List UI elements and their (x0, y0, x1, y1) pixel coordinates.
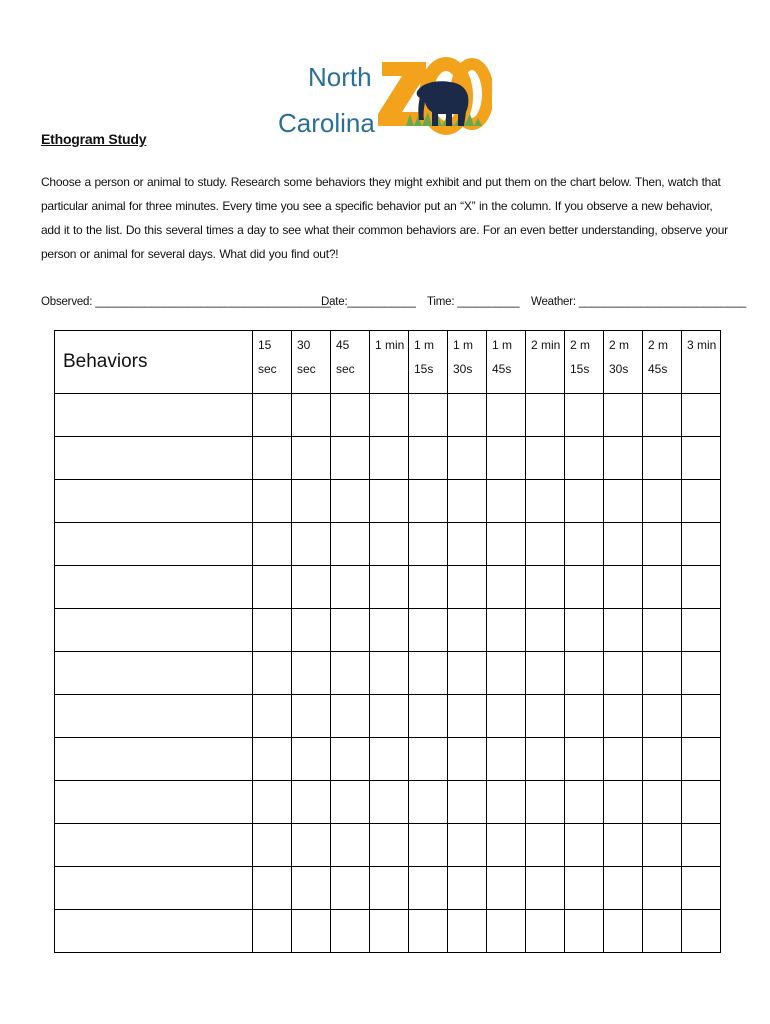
table-header-row (55, 331, 721, 394)
tally-cell[interactable] (643, 695, 682, 738)
tally-cell[interactable] (643, 523, 682, 566)
tally-cell[interactable] (292, 394, 331, 437)
tally-cell[interactable] (292, 781, 331, 824)
tally-cell[interactable] (604, 652, 643, 695)
table-row (55, 394, 721, 437)
tally-cell[interactable] (565, 824, 604, 867)
tally-cell[interactable] (682, 480, 721, 523)
tally-cell[interactable] (487, 738, 526, 781)
behaviors-header: Behaviors (55, 331, 253, 394)
time-column-header (253, 331, 292, 394)
tally-cell[interactable] (487, 867, 526, 910)
tally-cell[interactable] (487, 566, 526, 609)
time-column-line1: 2 m (609, 338, 630, 352)
tally-cell[interactable] (253, 910, 292, 953)
tally-cell[interactable] (370, 523, 409, 566)
tally-cell[interactable] (370, 824, 409, 867)
tally-cell[interactable] (526, 523, 565, 566)
tally-cell[interactable] (370, 652, 409, 695)
tally-cell[interactable] (331, 609, 370, 652)
tally-cell[interactable] (565, 523, 604, 566)
tally-cell[interactable] (448, 523, 487, 566)
table-row (55, 867, 721, 910)
time-column-line1: 3 min (687, 338, 717, 352)
time-column-header (370, 331, 409, 394)
weather-field[interactable]: Weather: ___________________________ (531, 296, 747, 308)
tally-cell[interactable] (682, 695, 721, 738)
behavior-cell[interactable] (55, 738, 253, 781)
tally-cell[interactable] (253, 394, 292, 437)
ethogram-table (54, 330, 721, 953)
tally-cell[interactable] (682, 824, 721, 867)
tally-cell[interactable] (526, 609, 565, 652)
logo-north-text: North (308, 62, 372, 92)
tally-cell[interactable] (292, 480, 331, 523)
tally-cell[interactable] (292, 437, 331, 480)
time-column-line2: 45s (492, 362, 512, 376)
time-column-line2: 45s (648, 362, 668, 376)
tally-cell[interactable] (409, 652, 448, 695)
tally-cell[interactable] (253, 652, 292, 695)
time-column-line1: 2 m (648, 338, 669, 352)
behavior-cell[interactable] (55, 394, 253, 437)
tally-cell[interactable] (370, 609, 409, 652)
page-title: Ethogram Study (41, 131, 147, 147)
date-field[interactable]: Date:___________ (321, 296, 416, 308)
behavior-cell[interactable] (55, 566, 253, 609)
time-column-header (292, 331, 331, 394)
tally-cell[interactable] (604, 781, 643, 824)
tally-cell[interactable] (565, 867, 604, 910)
tally-cell[interactable] (604, 824, 643, 867)
tally-cell[interactable] (448, 480, 487, 523)
tally-cell[interactable] (448, 394, 487, 437)
time-column-header (604, 331, 643, 394)
tally-cell[interactable] (526, 824, 565, 867)
tally-cell[interactable] (682, 523, 721, 566)
tally-cell[interactable] (448, 695, 487, 738)
behavior-cell[interactable] (55, 910, 253, 953)
table-row (55, 480, 721, 523)
observation-fields (0, 296, 770, 314)
behavior-cell[interactable] (55, 523, 253, 566)
tally-cell[interactable] (370, 480, 409, 523)
tally-cell[interactable] (487, 437, 526, 480)
tally-cell[interactable] (448, 609, 487, 652)
tally-cell[interactable] (643, 824, 682, 867)
tally-cell[interactable] (682, 652, 721, 695)
tally-cell[interactable] (409, 523, 448, 566)
tally-cell[interactable] (487, 781, 526, 824)
tally-cell[interactable] (604, 480, 643, 523)
tally-cell[interactable] (370, 437, 409, 480)
tally-cell[interactable] (604, 910, 643, 953)
logo-carolina-text: Carolina (278, 108, 375, 138)
tally-cell[interactable] (370, 738, 409, 781)
tally-cell[interactable] (682, 781, 721, 824)
tally-cell[interactable] (565, 910, 604, 953)
time-column-line1: 1 m (414, 338, 435, 352)
tally-cell[interactable] (643, 437, 682, 480)
tally-cell[interactable] (487, 609, 526, 652)
tally-cell[interactable] (253, 437, 292, 480)
tally-cell[interactable] (604, 695, 643, 738)
tally-cell[interactable] (604, 867, 643, 910)
tally-cell[interactable] (565, 566, 604, 609)
tally-cell[interactable] (253, 867, 292, 910)
tally-cell[interactable] (331, 480, 370, 523)
tally-cell[interactable] (526, 394, 565, 437)
tally-cell[interactable] (370, 566, 409, 609)
tally-cell[interactable] (331, 781, 370, 824)
table-row (55, 437, 721, 480)
tally-cell[interactable] (292, 695, 331, 738)
observed-field[interactable]: Observed: ______________________________________ (41, 296, 331, 308)
tally-cell[interactable] (370, 867, 409, 910)
behavior-cell[interactable] (55, 867, 253, 910)
time-column-line1: 1 m (453, 338, 474, 352)
tally-cell[interactable] (448, 437, 487, 480)
tally-cell[interactable] (487, 394, 526, 437)
table-row (55, 781, 721, 824)
tally-cell[interactable] (253, 609, 292, 652)
tally-cell[interactable] (487, 910, 526, 953)
zoo-logo-graphic (278, 56, 492, 140)
table-row (55, 824, 721, 867)
time-column-header (682, 331, 721, 394)
tally-cell[interactable] (565, 480, 604, 523)
tally-cell[interactable] (682, 867, 721, 910)
time-column-header (448, 331, 487, 394)
tally-cell[interactable] (682, 566, 721, 609)
tally-cell[interactable] (643, 652, 682, 695)
tally-cell[interactable] (682, 394, 721, 437)
tally-cell[interactable] (253, 523, 292, 566)
tally-cell[interactable] (604, 523, 643, 566)
tally-cell[interactable] (331, 394, 370, 437)
behavior-cell[interactable] (55, 695, 253, 738)
tally-cell[interactable] (565, 437, 604, 480)
tally-cell[interactable] (331, 523, 370, 566)
table-body (55, 394, 721, 953)
tally-cell[interactable] (370, 910, 409, 953)
tally-cell[interactable] (331, 437, 370, 480)
tally-cell[interactable] (682, 609, 721, 652)
time-column-line2: sec (297, 362, 316, 376)
tally-cell[interactable] (253, 824, 292, 867)
tally-cell[interactable] (409, 480, 448, 523)
tally-cell[interactable] (253, 738, 292, 781)
tally-cell[interactable] (292, 867, 331, 910)
tally-cell[interactable] (526, 867, 565, 910)
table-row (55, 609, 721, 652)
time-column-line2: sec (258, 362, 277, 376)
tally-cell[interactable] (643, 867, 682, 910)
tally-cell[interactable] (448, 738, 487, 781)
time-column-line2: sec (336, 362, 355, 376)
time-column-line2: 15s (570, 362, 590, 376)
tally-cell[interactable] (409, 437, 448, 480)
tally-cell[interactable] (682, 910, 721, 953)
tally-cell[interactable] (526, 652, 565, 695)
tally-cell[interactable] (409, 910, 448, 953)
tally-cell[interactable] (643, 781, 682, 824)
tally-cell[interactable] (292, 523, 331, 566)
tally-cell[interactable] (526, 480, 565, 523)
tally-cell[interactable] (331, 910, 370, 953)
tally-cell[interactable] (526, 781, 565, 824)
time-column-line2: 30s (609, 362, 629, 376)
tally-cell[interactable] (448, 867, 487, 910)
time-column-line1: 15 (258, 338, 272, 352)
tally-cell[interactable] (370, 394, 409, 437)
tally-cell[interactable] (331, 695, 370, 738)
behavior-cell[interactable] (55, 824, 253, 867)
tally-cell[interactable] (370, 781, 409, 824)
tally-cell[interactable] (292, 910, 331, 953)
tally-cell[interactable] (448, 781, 487, 824)
tally-cell[interactable] (526, 738, 565, 781)
time-column-line1: 1 min (375, 338, 405, 352)
tally-cell[interactable] (682, 437, 721, 480)
time-column-line1: 2 min (531, 338, 561, 352)
behavior-cell[interactable] (55, 609, 253, 652)
tally-cell[interactable] (526, 566, 565, 609)
tally-cell[interactable] (682, 738, 721, 781)
tally-cell[interactable] (643, 394, 682, 437)
tally-cell[interactable] (604, 394, 643, 437)
tally-cell[interactable] (409, 824, 448, 867)
behavior-cell[interactable] (55, 652, 253, 695)
tally-cell[interactable] (604, 437, 643, 480)
north-carolina-zoo-logo (278, 56, 492, 140)
tally-cell[interactable] (331, 652, 370, 695)
time-column-line1: 2 m (570, 338, 591, 352)
tally-cell[interactable] (565, 652, 604, 695)
tally-cell[interactable] (526, 695, 565, 738)
tally-cell[interactable] (487, 523, 526, 566)
tally-cell[interactable] (292, 652, 331, 695)
tally-cell[interactable] (565, 695, 604, 738)
tally-cell[interactable] (292, 566, 331, 609)
tally-cell[interactable] (253, 480, 292, 523)
tally-cell[interactable] (448, 566, 487, 609)
tally-cell[interactable] (448, 910, 487, 953)
time-column-header (565, 331, 604, 394)
tally-cell[interactable] (604, 566, 643, 609)
tally-cell[interactable] (409, 867, 448, 910)
tally-cell[interactable] (526, 910, 565, 953)
table-row (55, 738, 721, 781)
time-column-header (487, 331, 526, 394)
tally-cell[interactable] (565, 738, 604, 781)
tally-cell[interactable] (487, 824, 526, 867)
tally-cell[interactable] (331, 824, 370, 867)
tally-cell[interactable] (292, 609, 331, 652)
tally-cell[interactable] (253, 695, 292, 738)
table-row (55, 566, 721, 609)
tally-cell[interactable] (448, 824, 487, 867)
time-column-header (643, 331, 682, 394)
tally-cell[interactable] (409, 609, 448, 652)
behavior-cell[interactable] (55, 480, 253, 523)
table-row (55, 652, 721, 695)
time-column-line1: 45 (336, 338, 350, 352)
time-column-line2: 15s (414, 362, 434, 376)
time-field[interactable]: Time: __________ (427, 296, 520, 308)
tally-cell[interactable] (409, 394, 448, 437)
tally-cell[interactable] (643, 738, 682, 781)
tally-cell[interactable] (331, 566, 370, 609)
instructions-paragraph: Choose a person or animal to study. Research some behaviors they might exhibit and put them on the chart below. Then, watch that particular animal for three minutes. Every time you see a specific behavior put an “X” in the column. If you observe a new behavior, add it to the list. Do this several times a day to see what their common behaviors are. For an even better understanding, observe your person or animal for several days. What did you find out?! (41, 175, 728, 261)
tally-cell[interactable] (331, 867, 370, 910)
table-row (55, 523, 721, 566)
table-row (55, 910, 721, 953)
time-column-header (331, 331, 370, 394)
tally-cell[interactable] (487, 695, 526, 738)
tally-cell[interactable] (565, 609, 604, 652)
tally-cell[interactable] (409, 566, 448, 609)
behavior-cell[interactable] (55, 781, 253, 824)
tally-cell[interactable] (292, 738, 331, 781)
tally-cell[interactable] (448, 652, 487, 695)
table-row (55, 695, 721, 738)
tally-cell[interactable] (643, 910, 682, 953)
tally-cell[interactable] (253, 781, 292, 824)
tally-cell[interactable] (409, 738, 448, 781)
tally-cell[interactable] (565, 781, 604, 824)
time-column-line1: 30 (297, 338, 311, 352)
time-column-line2: 30s (453, 362, 473, 376)
tally-cell[interactable] (565, 394, 604, 437)
tally-cell[interactable] (331, 738, 370, 781)
time-column-header (526, 331, 565, 394)
tally-cell[interactable] (292, 824, 331, 867)
tally-cell[interactable] (643, 566, 682, 609)
tally-cell[interactable] (643, 480, 682, 523)
time-column-header (409, 331, 448, 394)
behavior-cell[interactable] (55, 437, 253, 480)
tally-cell[interactable] (604, 609, 643, 652)
tally-cell[interactable] (526, 437, 565, 480)
time-column-line1: 1 m (492, 338, 513, 352)
tally-cell[interactable] (487, 652, 526, 695)
tally-cell[interactable] (253, 566, 292, 609)
tally-cell[interactable] (604, 738, 643, 781)
tally-cell[interactable] (643, 609, 682, 652)
tally-cell[interactable] (487, 480, 526, 523)
tally-cell[interactable] (409, 781, 448, 824)
tally-cell[interactable] (409, 695, 448, 738)
tally-cell[interactable] (370, 695, 409, 738)
